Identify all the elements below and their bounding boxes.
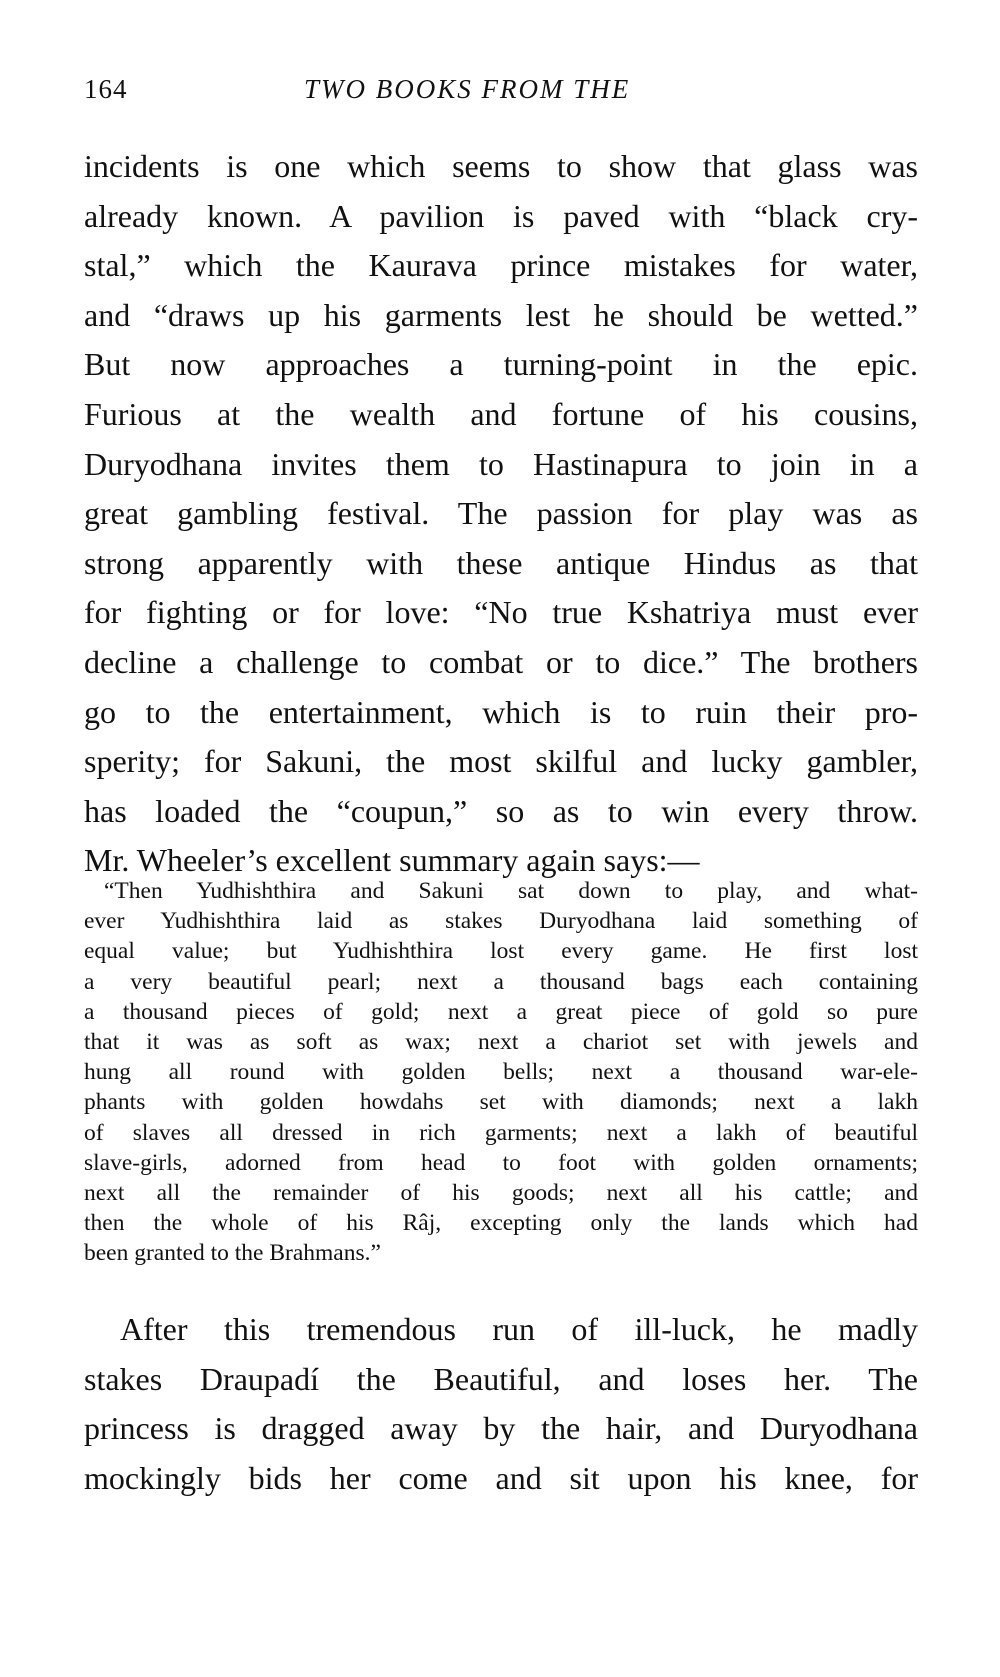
text-line: decline a challenge to combat or to dice.” The brothers	[84, 643, 918, 680]
quote-line: a very beautiful pearl; next a thousand bags each containing	[84, 968, 918, 995]
quote-line: slave-girls, adorned from head to foot with golden ornaments;	[84, 1149, 918, 1176]
quote-line: phants with golden howdahs set with diamonds; next a lakh	[84, 1089, 918, 1116]
text-line: go to the entertainment, which is to ruin their pro-	[84, 693, 918, 730]
text-line: Duryodhana invites them to Hastinapura to join in a	[84, 445, 918, 482]
page-number: 164	[84, 74, 128, 104]
quote-line: a thousand pieces of gold; next a great piece of gold so pure	[84, 998, 918, 1025]
text-line: After this tremendous run of ill-luck, he madly	[120, 1311, 918, 1347]
quote-line: “Then Yudhishthira and Sakuni sat down to play, and what-	[104, 878, 918, 904]
text-line: great gambling festival. The passion for play was as	[84, 495, 918, 532]
running-head: TWO BOOKS FROM THE	[304, 74, 631, 104]
quote-line: then the whole of his Râj, excepting only the lands which had	[84, 1210, 918, 1237]
quote-line: next all the remainder of his goods; next all his cattle; and	[84, 1179, 918, 1206]
quote-line: of slaves all dressed in rich garments; next a lakh of beautiful	[84, 1119, 918, 1146]
text-line: already known. A pavilion is paved with “black cry-	[84, 197, 918, 234]
text-line: incidents is one which seems to show that glass was	[84, 148, 918, 184]
quote-line: equal value; but Yudhishthira lost every game. He first lost	[84, 938, 918, 965]
text-line: mockingly bids her come and sit upon his knee, for	[84, 1459, 918, 1496]
text-line: strong apparently with these antique Hindus as that	[84, 544, 918, 581]
quote-line: ever Yudhishthira laid as stakes Duryodhana laid something of	[84, 908, 918, 935]
text-line: sperity; for Sakuni, the most skilful and lucky gambler,	[84, 743, 918, 780]
text-line: princess is dragged away by the hair, and Duryodhana	[84, 1410, 918, 1447]
text-line: Furious at the wealth and fortune of his cousins,	[84, 395, 918, 432]
page-header	[84, 74, 916, 114]
text-line: stal,” which the Kaurava prince mistakes for water,	[84, 247, 918, 284]
text-line: for fighting or for love: “No true Kshatriya must ever	[84, 594, 918, 631]
paragraph-2	[84, 1305, 918, 1503]
text-line: has loaded the “coupun,” so as to win every throw.	[84, 792, 918, 829]
text-line: and “draws up his garments lest he should be wetted.”	[84, 296, 918, 333]
quote-line: hung all round with golden bells; next a thousand war-ele-	[84, 1059, 918, 1086]
text-line: But now approaches a turning-point in the epic.	[84, 346, 918, 383]
text-line: stakes Draupadí the Beautiful, and loses her. The	[84, 1360, 918, 1397]
text-line: Mr. Wheeler’s excellent summary again says:—	[84, 842, 700, 879]
quote-line: that it was as soft as wax; next a chariot set with jewels and	[84, 1028, 918, 1055]
quote-line: been granted to the Brahmans.”	[84, 1240, 381, 1267]
paragraph-1	[84, 142, 918, 886]
block-quotation	[84, 876, 918, 1268]
